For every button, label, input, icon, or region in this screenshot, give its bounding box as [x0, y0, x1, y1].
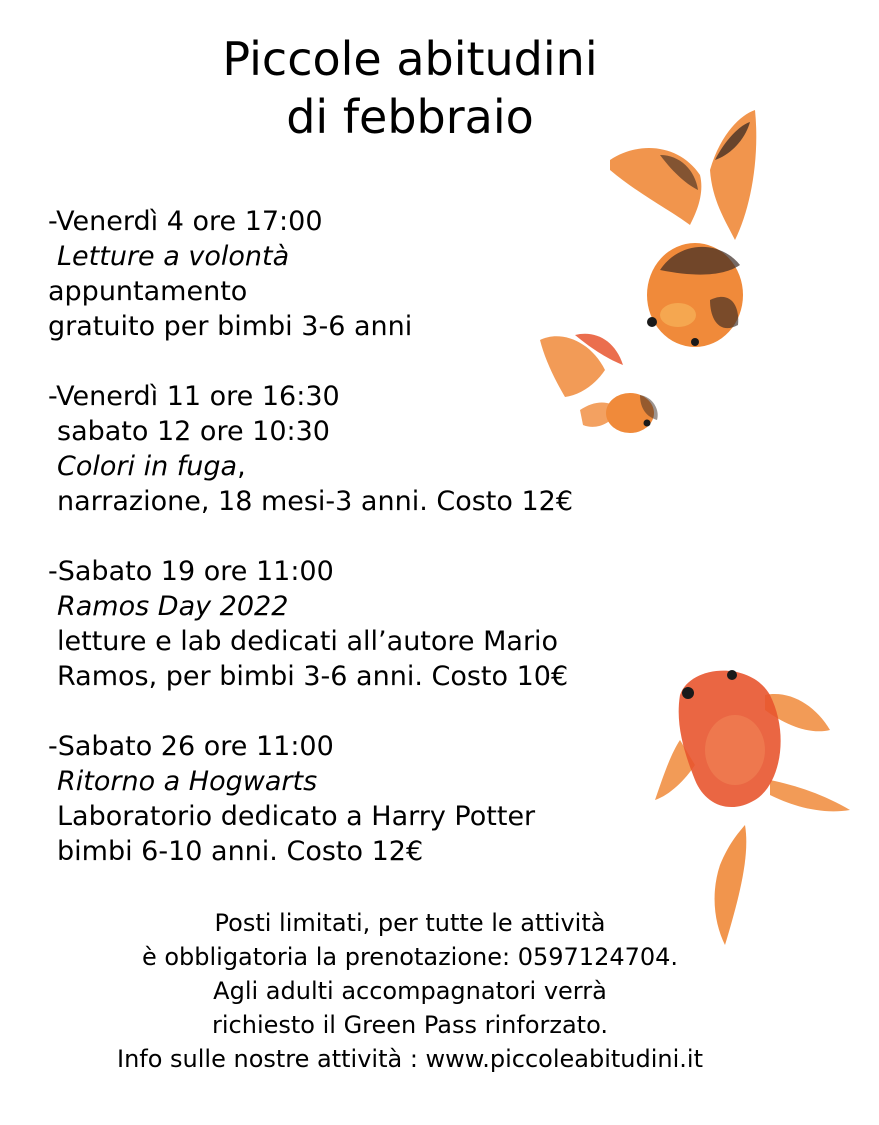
footer-line: Posti limitati, per tutte le attività [214, 909, 606, 937]
goldfish-illustration [535, 325, 665, 445]
event-name-suffix: , [237, 451, 246, 482]
goldfish-illustration [600, 100, 770, 350]
footer-line: richiesto il Green Pass rinforzato. [212, 1011, 608, 1039]
event-date: -Venerdì 11 ore 16:30 [48, 381, 340, 412]
event-detail: Ramos, per bimbi 3-6 anni. Costo 10€ [57, 661, 569, 692]
event-item [48, 729, 648, 869]
event-item [48, 554, 648, 694]
footer-line: Info sulle nostre attività : www.piccoleabitudini.it [116, 1045, 703, 1073]
goldfish-illustration [650, 655, 855, 955]
footer-line: è obbligatoria la prenotazione: 0597124704. [141, 943, 679, 971]
event-date: -Venerdì 4 ore 17:00 [48, 206, 323, 237]
event-date: -Sabato 26 ore 11:00 [48, 731, 334, 762]
event-detail: narrazione, 18 mesi-3 anni. Costo 12€ [57, 486, 574, 517]
event-name: Colori in fuga [57, 451, 238, 482]
footer-line: Agli adulti accompagnatori verrà [213, 977, 607, 1005]
event-item [48, 204, 648, 344]
event-detail: gratuito per bimbi 3-6 anni [48, 311, 413, 342]
event-date-secondary: sabato 12 ore 10:30 [57, 416, 330, 447]
title-line-1: Piccole abitudini [222, 32, 598, 86]
event-name-line [48, 449, 648, 484]
event-list [48, 204, 648, 904]
event-detail: letture e lab dedicati all’autore Mario [57, 626, 559, 657]
event-name: Ramos Day 2022 [57, 591, 289, 622]
event-detail: appuntamento [48, 276, 248, 307]
event-detail: Laboratorio dedicato a Harry Potter [57, 801, 536, 832]
event-name: Letture a volontà [57, 241, 290, 272]
event-date: -Sabato 19 ore 11:00 [48, 556, 334, 587]
event-name: Ritorno a Hogwarts [57, 766, 318, 797]
title-line-2: di febbraio [286, 90, 534, 144]
event-detail: bimbi 6-10 anni. Costo 12€ [57, 836, 424, 867]
